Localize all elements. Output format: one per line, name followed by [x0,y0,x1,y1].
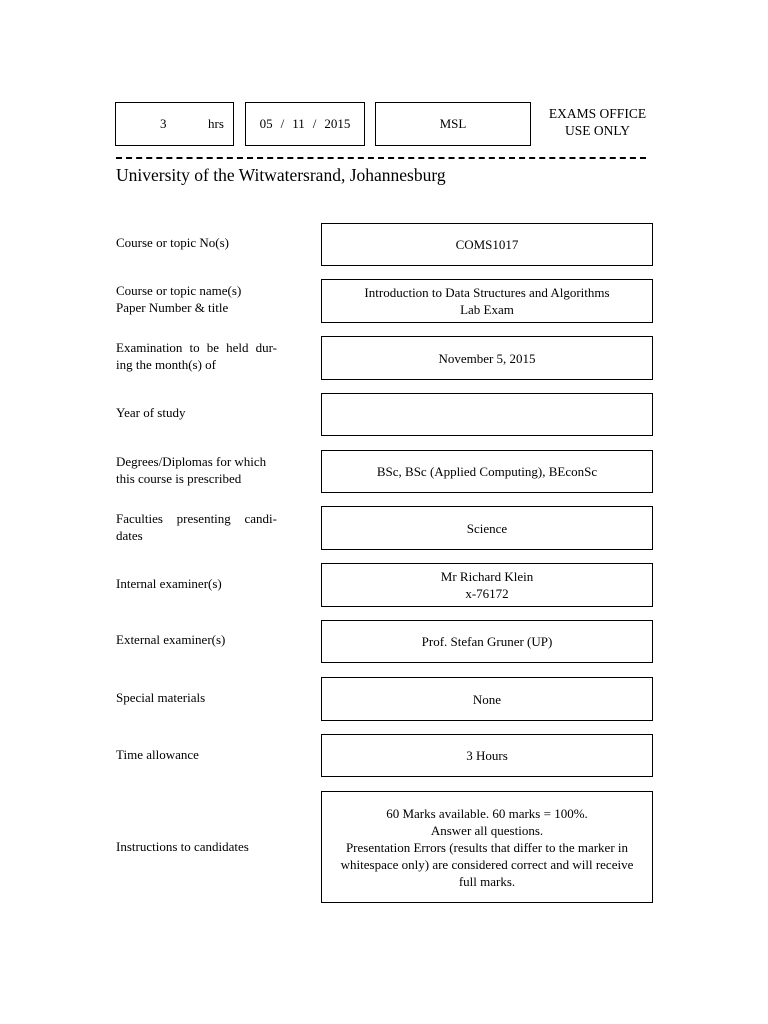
field-special-materials [321,677,653,721]
field-time-allowance [321,734,653,777]
value-line: Mr Richard Klein [440,569,534,584]
value-line: November 5, 2015 [438,350,536,366]
exams-office-note [540,105,655,139]
value-line: None [472,691,502,707]
label-course-name [116,282,277,316]
label-external-examiner [116,631,277,648]
value-line: Presentation Errors (results that differ to the marker in [345,839,629,855]
field-instructions [321,791,653,903]
venue-box [375,102,531,146]
field-internal-examiner [321,563,653,607]
label-line: Internal examiner(s) [116,576,222,591]
date-separator-1: / [280,116,285,131]
duration-value: 3 [160,116,167,131]
label-instructions [116,838,277,855]
label-line: Special materials [116,690,206,705]
date-year: 2015 [324,116,351,131]
field-course-number [321,223,653,266]
field-course-name [321,279,653,323]
exams-office-line2: USE ONLY [564,123,631,138]
field-degrees [321,450,653,493]
date-day: 05 [259,116,273,131]
label-line: Faculties presenting candi- [116,511,277,526]
label-exam-month [116,339,277,373]
label-line: ing the month(s) of [116,357,217,372]
label-course-number [116,234,277,251]
label-year-of-study [116,404,277,421]
exams-office-line1: EXAMS OFFICE [548,106,647,121]
label-special-materials [116,689,277,706]
value-line: Introduction to Data Structures and Algorithms [364,285,610,300]
label-line: this course is prescribed [116,471,242,486]
label-line: Year of study [116,405,186,420]
venue-code: MSL [439,116,467,131]
label-line: Time allowance [116,747,199,762]
value-line: COMS1017 [455,237,519,252]
label-degrees [116,453,277,487]
date-separator-2: / [312,116,317,131]
value-line: x-76172 [465,586,509,601]
duration-unit: hrs [208,116,224,131]
value-line: full marks. [458,873,516,889]
value-line: BSc, BSc (Applied Computing), BEconSc [376,464,598,479]
date-month: 11 [292,116,305,131]
value-line: Prof. Stefan Gruner (UP) [421,634,553,649]
label-line: Degrees/Diplomas for which [116,454,267,469]
duration-box [115,102,234,146]
field-faculties [321,506,653,550]
value-line: whitespace only) are considered correct and will receive [340,856,634,872]
label-faculties [116,510,277,544]
field-exam-month [321,336,653,380]
value-line: Lab Exam [460,302,514,317]
label-line: Instructions to candidates [116,839,249,854]
field-external-examiner [321,620,653,663]
value-line: 60 Marks available. 60 marks = 100%. [386,805,588,821]
label-line: Examination to be held dur- [116,340,277,355]
value-line: Answer all questions. [430,822,544,838]
date-box [245,102,365,146]
label-time-allowance [116,746,277,763]
label-line: External examiner(s) [116,632,226,647]
cut-line-divider [116,157,646,159]
value-line: Science [466,520,508,536]
university-title: University of the Witwatersrand, Johannesburg [116,165,446,185]
label-line: Paper Number & title [116,300,229,315]
label-line: dates [116,528,143,543]
label-line: Course or topic name(s) [116,283,242,298]
label-line: Course or topic No(s) [116,235,230,250]
field-year-of-study [321,393,653,436]
label-internal-examiner [116,575,277,592]
value-line: 3 Hours [466,748,508,763]
